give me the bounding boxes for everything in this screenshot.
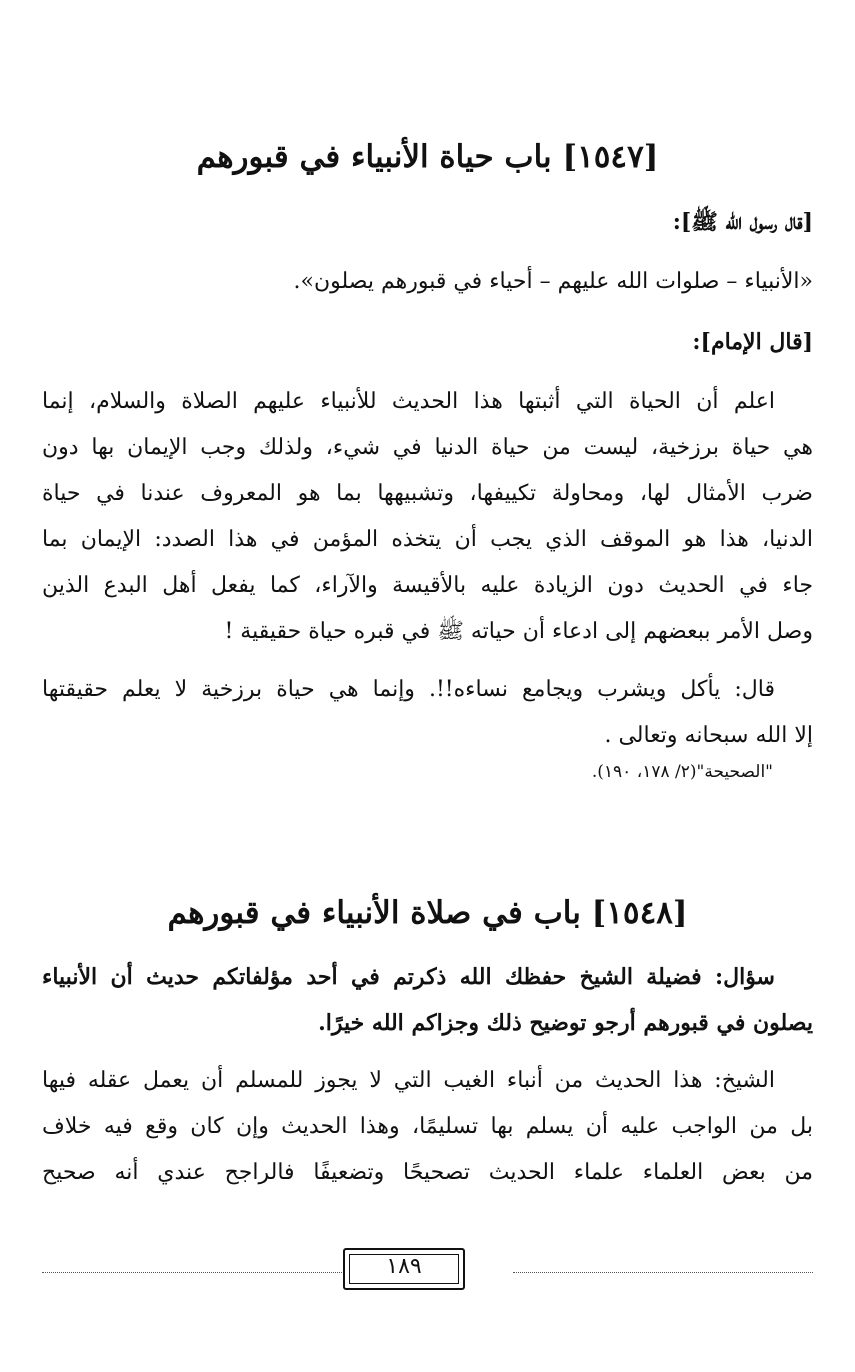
answer-line: بل من الواجب عليه أن يسلم بها تسليمًا، وهذا الحديث وإن كان وقع فيه خلاف — [42, 1114, 813, 1139]
paragraph-line: هي حياة برزخية، ليست من حياة الدنيا في شيء، ولذلك وجب الإيمان بها دون — [42, 435, 813, 460]
paragraph-line: جاء في الحديث دون الزيادة عليه بالأقيسة والآراء، كما يفعل أهل البدع الذين — [42, 573, 813, 598]
hadith-text: «الأنبياء – صلوات الله عليهم – أحياء في قبورهم يصلون». — [293, 269, 813, 294]
paragraph-line: قال: يأكل ويشرب ويجامع نساءه!!. وإنما هي حياة برزخية لا يعلم حقيقتها — [42, 677, 775, 702]
question-line: سؤال: فضيلة الشيخ حفظك الله ذكرتم في أحد مؤلفاتكم حديث أن الأنبياء — [42, 964, 775, 990]
paragraph-line: الدنيا، هذا هو الموقف الذي يجب أن يتخذه المؤمن في هذا الصدد: الإيمان بما — [42, 527, 813, 552]
section-1548-body — [42, 955, 813, 1197]
section-title-1547: [١٥٤٧] باب حياة الأنبياء في قبورهم — [196, 139, 659, 175]
paragraph-line: ضرب الأمثال لها، ومحاولة تكييفها، وتشبيهها بما هو المعروف عندنا في حياة — [42, 481, 813, 506]
paragraph-line: إلا الله سبحانه وتعالى . — [604, 723, 813, 748]
paragraph-line: وصل الأمر ببعضهم إلى ادعاء أن حياته ﷺ في قبره حياة حقيقية ! — [224, 619, 813, 644]
question-line: يصلون في قبورهم أرجو توضيح ذلك وجزاكم الله خيرًا. — [318, 1010, 813, 1036]
prophet-said-label: [قال رسول الله ﷺ]: — [672, 209, 813, 235]
answer-line: من بعض العلماء علماء الحديث تصحيحًا وتضعيفًا فالراجح عندي أنه صحيح — [42, 1160, 813, 1185]
footer-rule-left — [42, 1272, 342, 1273]
paragraph-line: اعلم أن الحياة التي أثبتها هذا الحديث للأنبياء عليهم الصلاة والسلام، إنما — [42, 389, 775, 414]
answer-line: الشيخ: هذا الحديث من أنباء الغيب التي لا يجوز للمسلم أن يعمل عقله فيها — [42, 1068, 775, 1093]
page-number: ١٨٩ — [386, 1254, 422, 1279]
imam-said-label: [قال الإمام]: — [692, 329, 813, 355]
section-1547-body — [42, 200, 813, 786]
page-footer — [0, 1254, 855, 1282]
section-title-1548: [١٥٤٨] باب في صلاة الأنبياء في قبورهم — [167, 895, 688, 931]
footer-rule-right — [513, 1272, 813, 1273]
source-reference: "الصحيحة"(٢/ ١٧٨، ١٩٠). — [591, 762, 773, 782]
page-number-frame — [343, 1248, 465, 1290]
